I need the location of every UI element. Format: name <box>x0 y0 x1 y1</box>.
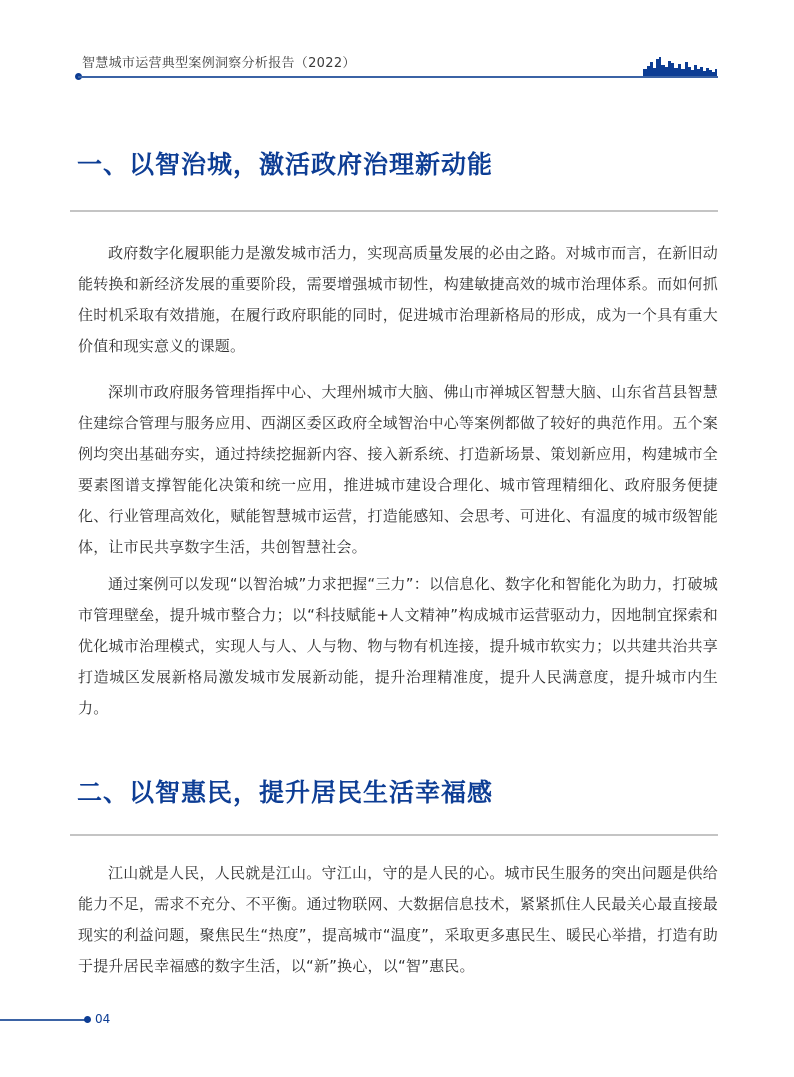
footer-divider <box>0 1019 86 1021</box>
footer-dot <box>84 1016 91 1023</box>
page-number: 04 <box>95 1012 111 1026</box>
paragraph: 通过案例可以发现“以智治城”力求把握“三力”：以信息化、数字化和智能化为助力，打破城市管理壁垒，提升城市整合力；以“科技赋能+人文精神”构成城市运营驱动力，因地制宜探索和优化城市治理模式，实现人与人、人与物、物与物有机连接，提升城市软实力；以共建共治共享打造城区发展新格局激发城市发展新动能，提升治理精准度，提升人民满意度，提升城市内生力。 <box>78 575 718 717</box>
header-title: 智慧城市运营典型案例洞察分析报告（2022） <box>82 56 356 71</box>
section-title-2: 二、以智惠民，提升居民生活幸福感 <box>77 778 494 807</box>
paragraph: 深圳市政府服务管理指挥中心、大理州城市大脑、佛山市禅城区智慧大脑、山东省莒县智慧住建综合管理与服务应用、西湖区委区政府全域智治中心等案例都做了较好的典范作用。五个案例均突出基础夯实，通过持续挖掘新内容、接入新系统、打造新场景、策划新应用，构建城市全要素图谱支撑智能化决策和统一应用，推进城市建设合理化、城市管理精细化、政府服务便捷化、行业管理高效化，赋能智慧城市运营，打造能感知、会思考、可进化、有温度的城市级智能体，让市民共享数字生活，共创智慧社会。 <box>78 383 718 556</box>
paragraph: 江山就是人民，人民就是江山。守江山，守的是人民的心。城市民生服务的突出问题是供给能力不足，需求不充分、不平衡。通过物联网、大数据信息技术，紧紧抓住人民最关心最直接最现实的利益问题，聚焦民生“热度”，提高城市“温度”，采取更多惠民生、暖民心举措，打造有助于提升居民幸福感的数字生活，以“新”换心，以“智”惠民。 <box>78 864 718 975</box>
city-skyline-icon <box>643 56 719 76</box>
section-title-1: 一、以智治城，激活政府治理新动能 <box>77 150 494 179</box>
paragraph: 政府数字化履职能力是激发城市活力，实现高质量发展的必由之路。对城市而言，在新旧动能转换和新经济发展的重要阶段，需要增强城市韧性，构建敏捷高效的城市治理体系。而如何抓住时机采取有效措施，在履行政府职能的同时，促进城市治理新格局的形成，成为一个具有重大价值和现实意义的课题。 <box>78 244 718 355</box>
section-divider-2 <box>70 834 718 836</box>
header-divider <box>78 76 718 78</box>
section-divider-1 <box>70 210 718 212</box>
